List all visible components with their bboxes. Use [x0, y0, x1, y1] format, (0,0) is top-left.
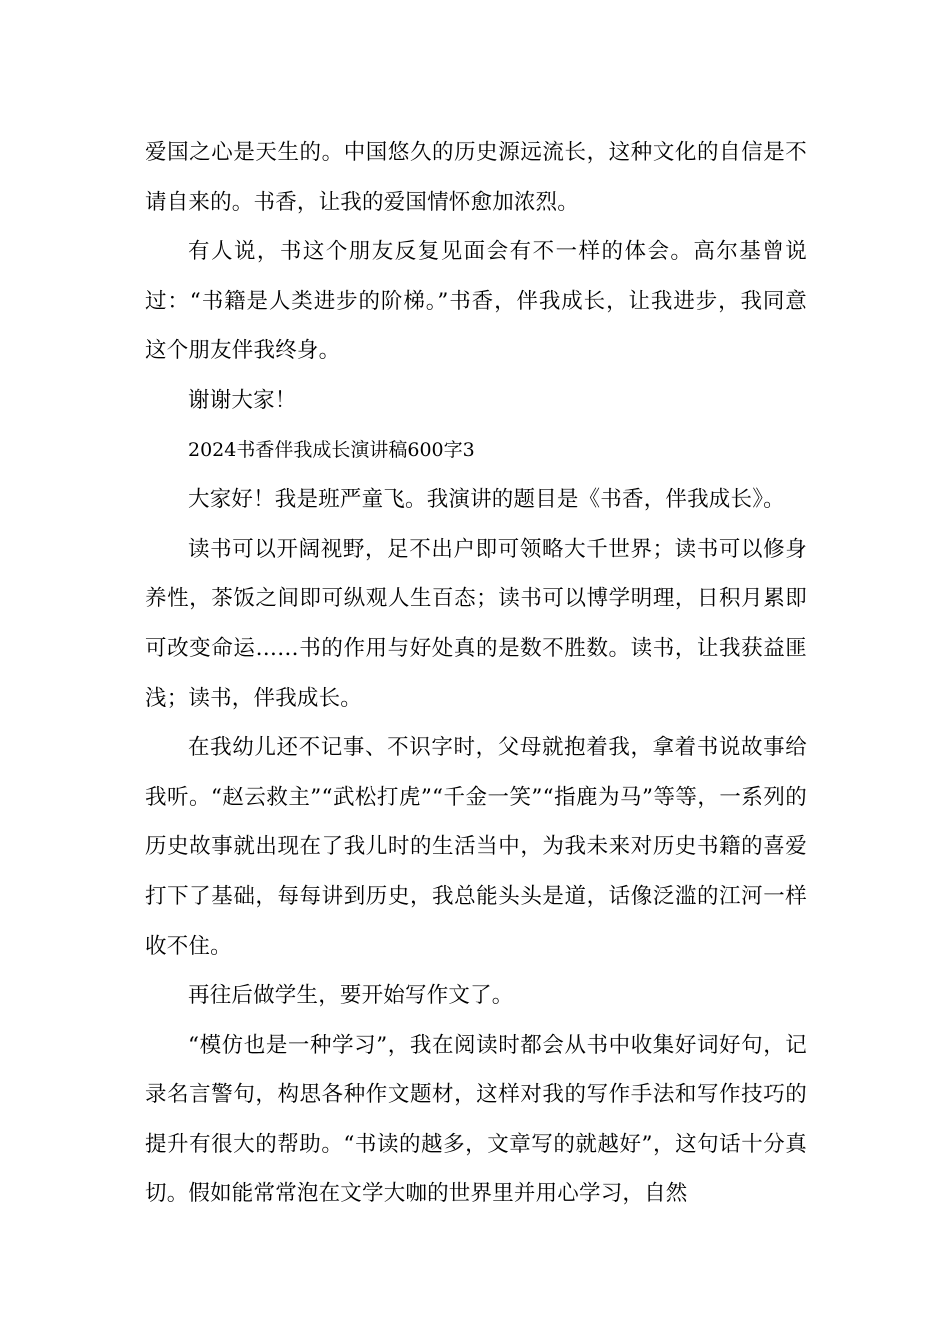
- paragraph-thanks: 谢谢大家！: [188, 387, 297, 413]
- paragraph-greeting: 大家好！我是班严童飞。我演讲的题目是《书香，伴我成长》。: [188, 487, 785, 513]
- paragraph-student-writing: 再往后做学生，要开始写作文了。: [188, 983, 514, 1009]
- paragraph-benefits-of-reading: 读书可以开阔视野，足不出户即可领略大千世界；读书可以修身养性，茶饭之间即可纵观人生百态；读书可以博学明理，日积月累即可改变命运……书的作用与好处真的是数不胜数。读书，让我获益匪浅；读书，伴我成长。: [145, 536, 807, 711]
- paragraph-imitation-learning: “模仿也是一种学习”，我在阅读时都会从书中收集好词好句，记录名言警句，构思各种作文题材，这样对我的写作手法和写作技巧的提升有很大的帮助。“书读的越多，文章写的就越好”，这句话十分真切。假如能常常泡在文学大咖的世界里并用心学习，自然: [145, 1032, 807, 1207]
- section-heading: 2024书香伴我成长演讲稿600字3: [188, 438, 475, 461]
- paragraph-patriotism: 爱国之心是天生的。中国悠久的历史源远流长，这种文化的自信是不请自来的。书香，让我的爱国情怀愈加浓烈。: [145, 140, 807, 215]
- paragraph-gorky-quote: 有人说，书这个朋友反复见面会有不一样的体会。高尔基曾说过：“书籍是人类进步的阶梯。”书香，伴我成长，让我进步，我同意这个朋友伴我终身。: [145, 239, 807, 364]
- document-body: [145, 128, 807, 1219]
- paragraph-childhood-stories: 在我幼儿还不记事、不识字时，父母就抱着我，拿着书说故事给我听。“赵云救主”“武松打虎”“千金一笑”“指鹿为马”等等，一系列的历史故事就出现在了我儿时的生活当中，为我未来对历史书籍的喜爱打下了基础，每每讲到历史，我总能头头是道，话像泛滥的江河一样收不住。: [145, 735, 807, 959]
